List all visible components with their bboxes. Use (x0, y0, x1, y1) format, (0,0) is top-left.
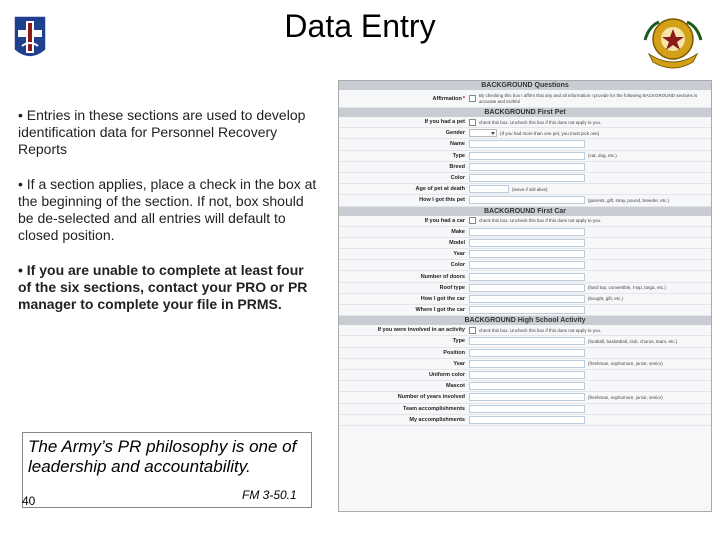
hs-year-row (339, 359, 711, 370)
pet-name-label: Name (450, 141, 465, 148)
hs-my-input[interactable] (469, 416, 585, 424)
questions-header: BACKGROUND Questions (339, 81, 711, 90)
car-make-label: Make (451, 228, 465, 235)
car-header: BACKGROUND First Car (339, 207, 711, 216)
hs-type-input[interactable] (469, 337, 585, 345)
car-color-input[interactable] (469, 261, 585, 269)
car-had-label: If you had a car (424, 217, 465, 224)
hs-year-label: Year (453, 360, 465, 367)
page-number: 40 (22, 494, 36, 508)
hs-type-label: Type (452, 338, 465, 345)
pet-gender-label: Gender (445, 130, 465, 137)
hs-years-input[interactable] (469, 393, 585, 401)
pet-breed-row (339, 162, 711, 173)
pet-type-label: Type (452, 152, 465, 159)
car-had-note: check this box. Uncheck this box if this does not apply to you. (479, 218, 602, 224)
car-where-label: Where I got the car (415, 307, 465, 314)
car-where-input[interactable] (469, 306, 585, 314)
car-make-row (339, 227, 711, 238)
car-model-label: Model (449, 239, 465, 246)
pet-had-checkbox[interactable] (469, 119, 476, 126)
pet-age-input[interactable] (469, 185, 509, 193)
hs-year-note: (freshman, sophomore, junior, senior) (588, 361, 663, 367)
car-color-label: Color (450, 262, 465, 269)
pet-header: BACKGROUND First Pet (339, 108, 711, 117)
hs-uniform-row (339, 370, 711, 381)
bullet-item: • If a section applies, place a check in the box at the beginning of the section. If not, box should be de-selected and all entries will default to closed position. (18, 176, 317, 243)
pet-color-label: Color (450, 175, 465, 182)
affirmation-row (339, 90, 711, 108)
hs-uniform-input[interactable] (469, 371, 585, 379)
pet-got-note: (parents, gift, stray, pound, breeder, etc.) (588, 197, 669, 203)
hs-type-note: (football, basketball, club, chorus, team, etc.) (588, 338, 678, 344)
bullet-item: • If you are unable to complete at least four of the six sections, contact your PRO or PR manager to complete your file in PRMS. (18, 262, 308, 312)
hs-involved-checkbox[interactable] (469, 327, 476, 334)
car-roof-label: Roof type (439, 284, 465, 291)
pet-gender-row (339, 128, 711, 139)
pet-got-label: How I got this pet (419, 197, 465, 204)
slide-title: Data Entry (284, 8, 436, 44)
hs-header: BACKGROUND High School Activity (339, 316, 711, 325)
car-got-note: (bought, gift, etc.) (588, 296, 624, 302)
hs-mascot-label: Mascot (446, 383, 465, 390)
hs-position-row (339, 348, 711, 359)
bullet-list (18, 107, 318, 331)
car-doors-input[interactable] (469, 273, 585, 281)
pet-color-row (339, 173, 711, 184)
hs-uniform-label: Uniform color (428, 372, 465, 379)
pet-type-row (339, 151, 711, 162)
hs-year-input[interactable] (469, 360, 585, 368)
hs-team-row (339, 404, 711, 415)
car-doors-row (339, 271, 711, 282)
hs-position-label: Position (443, 349, 465, 356)
affirmation-checkbox[interactable] (469, 95, 476, 102)
quote-text: The Army’s PR philosophy is one of leadership and accountability. (28, 437, 297, 476)
pet-name-input[interactable] (469, 140, 585, 148)
hs-years-label: Number of years involved (397, 394, 465, 401)
hs-team-label: Team accomplishments (403, 405, 465, 412)
hs-team-input[interactable] (469, 405, 585, 413)
car-year-input[interactable] (469, 250, 585, 258)
pet-breed-label: Breed (449, 163, 465, 170)
regimental-crest-logo (641, 12, 705, 70)
hs-mascot-row (339, 381, 711, 392)
affirmation-note: By checking this box I affirm that any and all information I provide for the following BACKGROUND sections is accurate and truthful (479, 93, 698, 104)
pet-gender-note: (If you had more than one pet, you must pick one) (500, 130, 600, 136)
car-doors-label: Number of doors (420, 273, 465, 280)
background-form (338, 80, 712, 512)
hs-involved-label: If you were involved in an activity (377, 327, 465, 334)
affirmation-label: Affirmation* (432, 95, 465, 102)
hs-type-row (339, 336, 711, 347)
car-year-label: Year (453, 251, 465, 258)
hs-my-label: My accomplishments (409, 416, 465, 423)
car-roof-note: (hard top, convertible, t-top, targa, etc.) (588, 285, 666, 291)
pet-had-label: If you had a pet (424, 119, 465, 126)
car-make-input[interactable] (469, 228, 585, 236)
pet-got-input[interactable] (469, 196, 585, 204)
car-year-row (339, 249, 711, 260)
pet-name-row (339, 139, 711, 150)
pet-had-row (339, 117, 711, 128)
pet-age-row (339, 184, 711, 195)
car-had-checkbox[interactable] (469, 217, 476, 224)
bullet-item: • Entries in these sections are used to develop identification data for Personnel Recovery Reports (18, 107, 306, 157)
car-got-input[interactable] (469, 295, 585, 303)
pet-color-input[interactable] (469, 174, 585, 182)
car-roof-row (339, 283, 711, 294)
pet-got-row (339, 195, 711, 206)
hs-position-input[interactable] (469, 349, 585, 357)
pet-type-note: (cat, dog, etc.) (588, 153, 617, 159)
reference-label: FM 3-50.1 (242, 488, 297, 502)
pet-had-note: check this box. Uncheck this box if this does not apply to you. (479, 119, 602, 125)
car-had-row (339, 216, 711, 227)
car-model-row (339, 238, 711, 249)
car-where-row (339, 305, 711, 316)
hs-mascot-input[interactable] (469, 382, 585, 390)
hs-years-row (339, 392, 711, 403)
car-got-row (339, 294, 711, 305)
car-color-row (339, 260, 711, 271)
pet-age-label: Age of pet at death (415, 186, 465, 193)
pet-type-input[interactable] (469, 152, 585, 160)
hs-involved-note: check this box. Uncheck this box if this does not apply to you. (479, 327, 602, 333)
hs-years-note: (freshman, sophomore, junior, senior) (588, 394, 663, 400)
hs-involved-row (339, 325, 711, 336)
hs-my-row (339, 415, 711, 426)
pet-gender-select[interactable] (469, 129, 497, 137)
pet-breed-input[interactable] (469, 163, 585, 171)
car-roof-input[interactable] (469, 284, 585, 292)
pet-age-note: (leave if still alive) (512, 186, 548, 192)
car-got-label: How I got the car (420, 295, 465, 302)
car-model-input[interactable] (469, 239, 585, 247)
